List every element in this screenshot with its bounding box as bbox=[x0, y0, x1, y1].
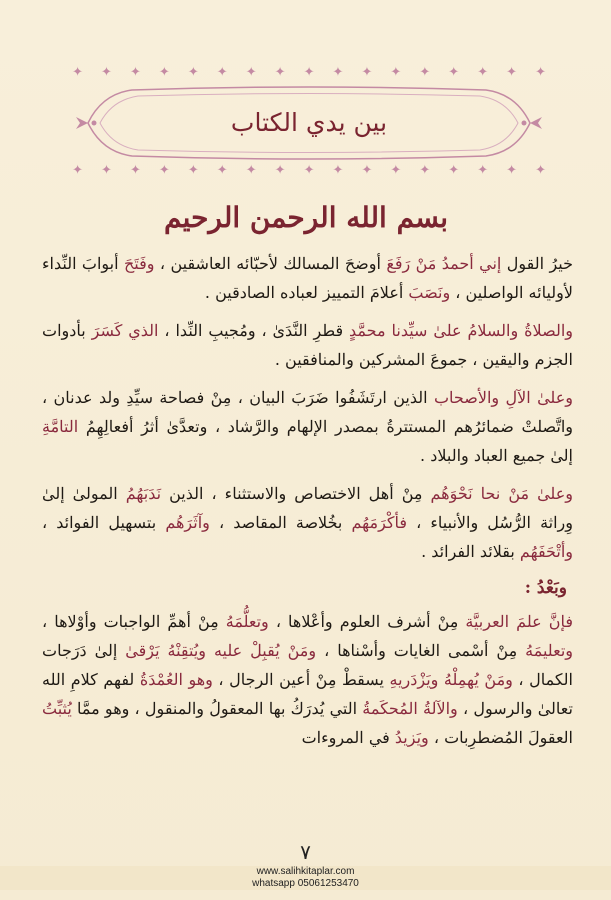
highlighted-phrase: وتعليمَهُ bbox=[525, 641, 573, 660]
text-run: أبوابَ النِّداء لأوليائه الواصلين ، bbox=[42, 254, 573, 302]
text-run: بخُلاصة المقاصد ، bbox=[209, 513, 352, 532]
ornament-star-icon: ✦ bbox=[332, 65, 344, 80]
text-run: مِنْ أسْمى الغايات وأسْناها ، bbox=[316, 641, 526, 660]
ornament-star-icon: ✦ bbox=[477, 163, 489, 178]
highlighted-phrase: ويَزيدُ bbox=[394, 728, 429, 747]
highlighted-phrase: فأكْرَمَهُم bbox=[351, 513, 408, 532]
highlighted-phrase: يُثبِّتُ bbox=[42, 699, 72, 718]
text-run: لفهم كلامِ الله تعالىٰ والرسول ، bbox=[42, 670, 573, 718]
text-run: مِنْ أشرف العلوم وأعْلاها ، bbox=[268, 612, 466, 631]
ornament-star-row-top bbox=[72, 66, 546, 80]
highlighted-phrase: وعلىٰ الآلِ والأصحاب bbox=[433, 388, 574, 407]
header-ornament bbox=[72, 66, 546, 178]
text-run: بأدوات الجزم واليقين ، جموعَ المشركين والمنافقين . bbox=[42, 321, 573, 369]
highlighted-phrase: وهو العُمْدَةُ bbox=[139, 670, 213, 689]
highlighted-phrase: وعلىٰ مَنْ نحا نَحْوَهُم bbox=[430, 484, 573, 503]
section-heading: بين يدي الكتاب bbox=[230, 108, 388, 137]
ornament-star-icon: ✦ bbox=[361, 163, 373, 178]
ornament-star-icon: ✦ bbox=[101, 163, 112, 178]
ornament-star-icon: ✦ bbox=[361, 65, 373, 80]
highlighted-phrase: وأتْحَفَهُم bbox=[519, 542, 573, 561]
text-run: المولىٰ إلىٰ وِراثة الرُّسُل والأنبياء ، bbox=[42, 484, 574, 532]
ornament-star-icon: ✦ bbox=[419, 163, 431, 178]
ornament-star-icon: ✦ bbox=[129, 163, 141, 178]
ornament-star-icon: ✦ bbox=[158, 65, 170, 80]
ornament-star-icon: ✦ bbox=[303, 65, 315, 80]
text-run: أعلامَ التمييز لعباده الصادقين . bbox=[204, 283, 409, 302]
paragraph bbox=[42, 249, 573, 307]
highlighted-phrase: ونَصَبَ bbox=[408, 283, 451, 302]
text-run: أوضحَ المسالك لأحبّائه العاشقين ، bbox=[154, 254, 387, 273]
paragraph bbox=[42, 316, 573, 374]
highlighted-phrase: وتعلُّمَهُ bbox=[225, 612, 269, 631]
highlighted-phrase: ومَنْ يُقبِلْ عليه ويُتقِنْهُ يَرْقىٰ bbox=[125, 641, 317, 660]
highlighted-phrase: التامَّةِ bbox=[42, 417, 79, 436]
text-run: في المروءات bbox=[301, 728, 395, 747]
ornament-star-icon: ✦ bbox=[390, 65, 402, 80]
ornament-star-icon: ✦ bbox=[158, 163, 170, 178]
highlighted-phrase: وفَتَحَ bbox=[123, 254, 155, 273]
ornament-star-icon: ✦ bbox=[274, 65, 286, 80]
ornament-star-icon: ✦ bbox=[274, 163, 286, 178]
ornament-star-icon: ✦ bbox=[535, 65, 546, 80]
highlighted-phrase: والآلةُ المُحكَمةُ bbox=[362, 699, 458, 718]
ornament-star-icon: ✦ bbox=[245, 163, 257, 178]
text-run: بتسهيل الفوائد ، bbox=[42, 513, 166, 532]
text-run: إلىٰ جميع العباد والبلاد . bbox=[420, 446, 573, 465]
baad-heading: وبَعْدُ : bbox=[524, 578, 567, 598]
ornament-star-icon: ✦ bbox=[72, 163, 83, 178]
text-run: إلىٰ دَرَجات الكمال ، bbox=[42, 641, 573, 689]
ornament-star-icon: ✦ bbox=[129, 65, 141, 80]
highlighted-phrase: فإنَّ علمَ العربيَّة bbox=[465, 612, 573, 631]
ornament-star-icon: ✦ bbox=[477, 65, 489, 80]
ornament-star-icon: ✦ bbox=[245, 65, 257, 80]
ornament-star-icon: ✦ bbox=[448, 65, 460, 80]
ornament-star-icon: ✦ bbox=[506, 163, 518, 178]
paragraph bbox=[42, 479, 573, 566]
body-text bbox=[42, 249, 573, 761]
paragraph bbox=[42, 383, 573, 470]
ornament-star-icon: ✦ bbox=[216, 65, 228, 80]
text-run: الذين ارتَشَفُوا ضَرَبَ البيان ، مِنْ فصاحة سيِّدِ ولد عدنان ، واتَّصلتْ ضمائرُهم المستترةُ بمصدر الإلهام والرَّشاد ، وتعدَّىٰ أثرُ أفعالِهِمُ bbox=[42, 388, 573, 436]
footer bbox=[0, 866, 611, 890]
highlighted-phrase: ومَنْ يُهمِلْهُ ويَزْدَريهِ bbox=[389, 670, 513, 689]
ornament-star-icon: ✦ bbox=[332, 163, 344, 178]
text-run: قطرِ النَّدَىٰ ، ومُجيبِ النِّدا ، bbox=[158, 321, 350, 340]
footer-website: www.salihkitaplar.com bbox=[256, 866, 355, 877]
text-run: التي يُدرَكُ بها المعقولُ والمنقول ، وهو ممَّا bbox=[71, 699, 363, 718]
paragraph bbox=[42, 607, 573, 752]
text-run: خيرُ القول bbox=[501, 254, 574, 273]
ornament-star-row-bottom bbox=[72, 164, 546, 178]
ornament-star-icon: ✦ bbox=[187, 65, 199, 80]
text-run: يسقطْ مِنْ أعين الرجال ، bbox=[212, 670, 390, 689]
ornament-star-icon: ✦ bbox=[448, 163, 460, 178]
highlighted-phrase: الذي كَسَرَ bbox=[91, 321, 159, 340]
ornament-star-icon: ✦ bbox=[216, 163, 228, 178]
ornament-star-icon: ✦ bbox=[72, 65, 83, 80]
ornament-star-icon: ✦ bbox=[101, 65, 112, 80]
highlighted-phrase: والصلاةُ والسلامُ علىٰ سيِّدنا محمَّدٍ bbox=[349, 321, 573, 340]
text-run: مِنْ أهمِّ الواجبات وأوْلاها ، bbox=[42, 612, 226, 631]
ornament-star-icon: ✦ bbox=[535, 163, 546, 178]
text-run: العقولَ المُضطرِبات ، bbox=[428, 728, 573, 747]
page-number: ٧ bbox=[300, 840, 311, 864]
highlighted-phrase: إني أحمدُ مَنْ رَفَعَ bbox=[386, 254, 502, 273]
highlighted-phrase: وآثَرَهُم bbox=[165, 513, 210, 532]
ornament-star-icon: ✦ bbox=[187, 163, 199, 178]
ornament-star-icon: ✦ bbox=[390, 163, 402, 178]
ornament-star-icon: ✦ bbox=[419, 65, 431, 80]
text-run: بقلائد الفرائد . bbox=[421, 542, 520, 561]
text-run: مِنْ أهل الاختصاص والاستثناء ، الذين bbox=[161, 484, 431, 503]
ornament-star-icon: ✦ bbox=[506, 65, 518, 80]
footer-whatsapp: whatsapp 05061253470 bbox=[252, 878, 359, 889]
highlighted-phrase: نَدَبَهُمُ bbox=[125, 484, 162, 503]
title-frame bbox=[72, 86, 546, 160]
ornament-star-icon: ✦ bbox=[303, 163, 315, 178]
basmala: بسم الله الرحمن الرحيم bbox=[164, 201, 448, 234]
